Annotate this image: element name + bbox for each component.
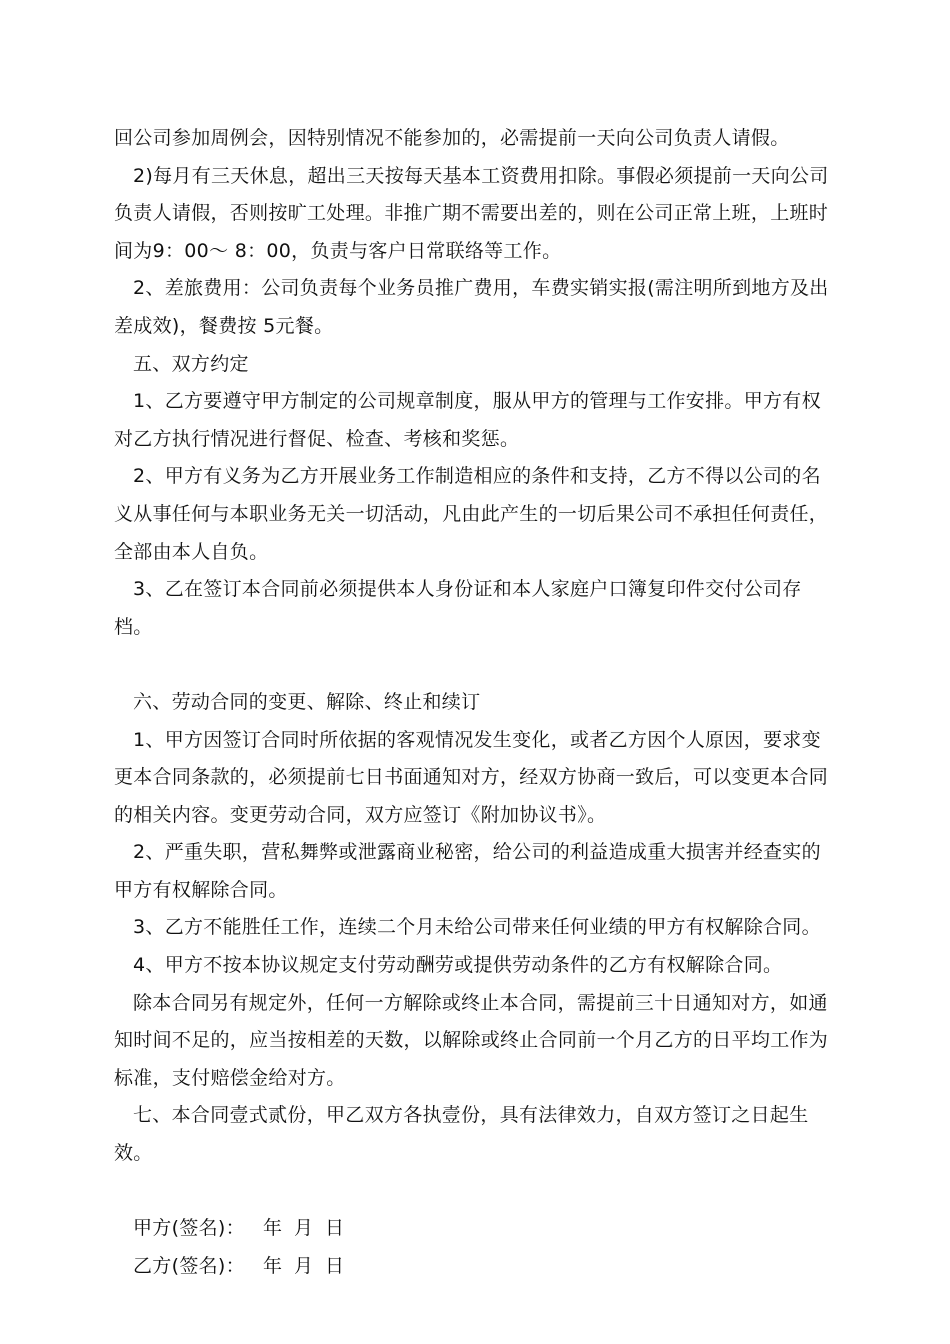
signature-date-party-a: 年 月 日 — [262, 1217, 348, 1240]
clause-6-4: 4、甲方不按本协议规定支付劳动酬劳或提供劳动条件的乙方有权解除合同。 — [133, 954, 783, 977]
section-heading-6: 六、劳动合同的变更、解除、终止和续订 — [133, 690, 481, 713]
paragraph-travel-expenses: 2、差旅费用：公司负责每个业务员推广费用，车费实销实报(需注明所到地方及出差成效)，餐费按 5元餐。 — [114, 277, 829, 337]
clause-6-5: 除本合同另有规定外，任何一方解除或终止本合同，需提前三十日通知对方，如通知时间不足的，应当按相差的天数，以解除或终止合同前一个月乙方的日平均工作为标准，支付赔偿金给对方。 — [114, 991, 829, 1089]
blank-line — [114, 1173, 836, 1211]
blank-line — [114, 646, 836, 684]
signature-party-a — [114, 1210, 836, 1248]
paragraph-continuation: 回公司参加周例会，因特别情况不能参加的，必需提前一天向公司负责人请假。 — [114, 127, 790, 149]
signature-party-b — [114, 1248, 836, 1286]
signature-date-party-b: 年 月 日 — [262, 1254, 348, 1277]
paragraph-rest-days: 2)每月有三天休息，超出三天按每天基本工资费用扣除。事假必须提前一天向公司负责人请假，否则按旷工处理。非推广期不需要出差的，则在公司正常上班，上班时间为9：00～ 8：00，负责与客户日常联络等工作。 — [114, 164, 829, 262]
signature-label-party-a: 甲方(签名)： — [133, 1217, 245, 1240]
signature-label-party-b: 乙方(签名)： — [133, 1254, 245, 1277]
clause-5-2: 2、甲方有义务为乙方开展业务工作制造相应的条件和支持，乙方不得以公司的名义从事任何与本职业务无关一切活动，凡由此产生的一切后果公司不承担任何责任，全部由本人自负。 — [114, 465, 829, 563]
clause-6-2: 2、严重失职，营私舞弊或泄露商业秘密，给公司的利益造成重大损害并经查实的甲方有权解除合同。 — [114, 841, 821, 901]
section-heading-5: 五、双方约定 — [133, 352, 249, 375]
clause-6-3: 3、乙方不能胜任工作，连续二个月未给公司带来任何业绩的甲方有权解除合同。 — [133, 916, 821, 939]
clause-5-3: 3、乙在签订本合同前必须提供本人身份证和本人家庭户口簿复印件交付公司存档。 — [114, 578, 802, 638]
clause-6-1: 1、甲方因签订合同时所依据的客观情况发生变化，或者乙方因个人原因，要求变更本合同条款的，必须提前七日书面通知对方，经双方协商一致后，可以变更本合同的相关内容。变更劳动合同，双方应签订《附加协议书》。 — [114, 728, 829, 826]
section-heading-7: 七、本合同壹式贰份，甲乙双方各执壹份，具有法律效力，自双方签订之日起生效。 — [114, 1104, 809, 1165]
signature-block — [114, 1210, 836, 1285]
clause-5-1: 1、乙方要遵守甲方制定的公司规章制度，服从甲方的管理与工作安排。甲方有权对乙方执行情况进行督促、检查、考核和奖惩。 — [114, 390, 821, 450]
document-body — [114, 120, 836, 1285]
